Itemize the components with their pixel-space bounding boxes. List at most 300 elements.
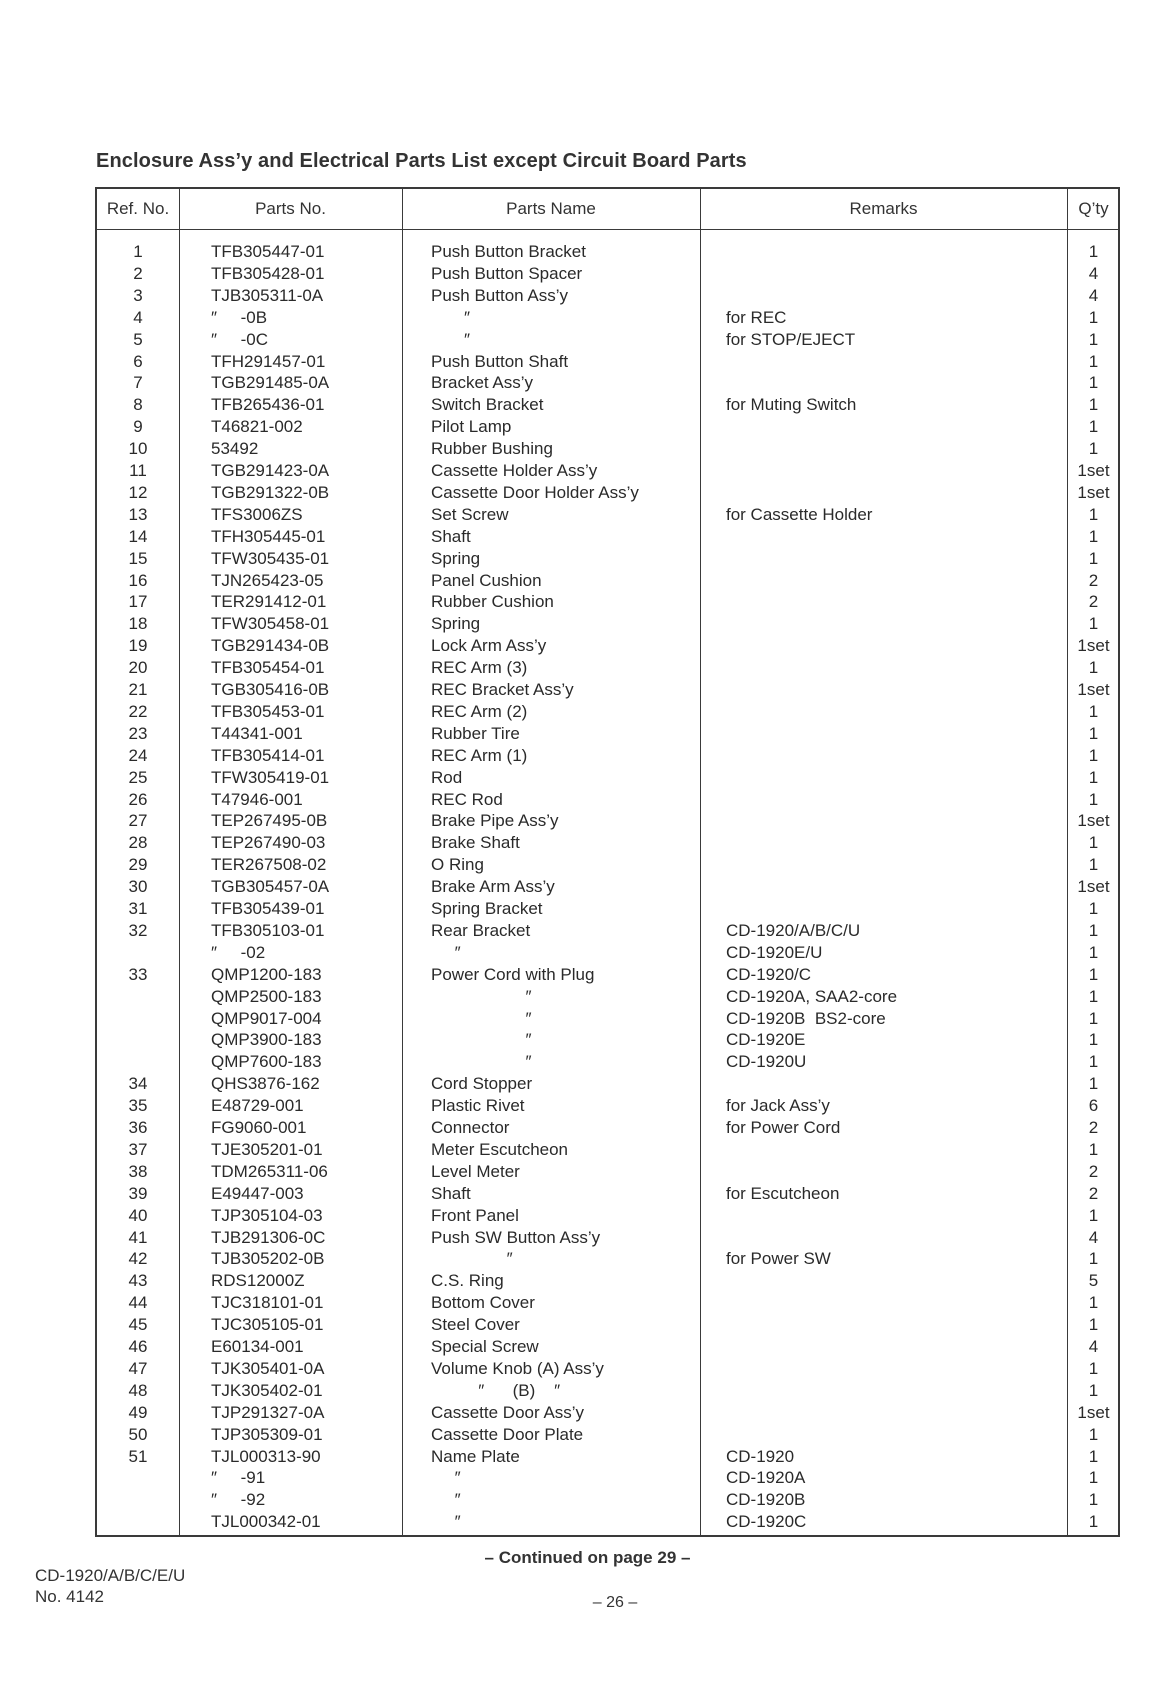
- qty-cell: 1: [1088, 920, 1099, 940]
- parts-no-cell: ″ -91: [211, 1468, 266, 1488]
- parts-no-cell: FG9060-001: [211, 1118, 307, 1137]
- remarks-cell: CD-1920B: [726, 1490, 806, 1510]
- ref-no-cell: 2: [133, 263, 143, 283]
- ref-no-cell: 3: [133, 285, 143, 305]
- ref-no-cell: 49: [128, 1402, 148, 1422]
- parts-no-cell: TFB305447-01: [211, 242, 325, 261]
- parts-name-cell: ″: [431, 1052, 532, 1072]
- parts-name-cell: Lock Arm Ass’y: [431, 636, 547, 656]
- qty-cell: 1set: [1077, 877, 1110, 897]
- qty-cell: 1: [1088, 439, 1099, 459]
- parts-no-cell: TJL000313-90: [211, 1446, 321, 1466]
- parts-name-cell: Push Button Ass’y: [431, 285, 569, 305]
- parts-no-cell: ″ -0C: [211, 329, 269, 349]
- remarks-cell: CD-1920A, SAA2-core: [726, 986, 898, 1006]
- table-row: [97, 679, 1118, 701]
- table-row: [97, 285, 1118, 307]
- qty-cell: 1set: [1077, 482, 1110, 502]
- parts-no-cell: T46821-002: [211, 417, 303, 437]
- parts-no-cell: QMP7600-183: [211, 1052, 322, 1072]
- qty-cell: 1: [1088, 767, 1099, 787]
- qty-cell: 1: [1088, 833, 1099, 853]
- table-row: [97, 394, 1118, 416]
- parts-name-cell: Power Cord with Plug: [431, 964, 595, 984]
- ref-no-cell: 51: [128, 1446, 148, 1466]
- parts-name-cell: Shaft: [431, 526, 471, 546]
- ref-no-cell: 40: [128, 1205, 148, 1225]
- table-row: [97, 1227, 1118, 1249]
- ref-no-cell: 15: [128, 548, 148, 568]
- table-row: [97, 1358, 1118, 1380]
- parts-no-cell: QMP2500-183: [211, 986, 322, 1006]
- qty-cell: 1: [1088, 986, 1099, 1006]
- parts-no-cell: QHS3876-162: [211, 1074, 320, 1094]
- table-row: [97, 1314, 1118, 1336]
- page-number: – 26 –: [592, 1594, 638, 1611]
- qty-cell: 1: [1088, 1358, 1099, 1378]
- parts-name-cell: Meter Escutcheon: [431, 1139, 569, 1159]
- ref-no-cell: 21: [128, 680, 148, 699]
- parts-name-cell: Spring: [431, 548, 481, 568]
- qty-cell: 1: [1088, 329, 1099, 349]
- ref-no-cell: 22: [128, 701, 148, 721]
- table-row: [97, 986, 1118, 1008]
- parts-no-cell: TFB305454-01: [211, 658, 325, 678]
- document-number: No. 4142: [35, 1587, 104, 1606]
- table-row: [97, 810, 1118, 832]
- ref-no-cell: 8: [133, 395, 143, 415]
- table-row: [97, 920, 1118, 942]
- qty-cell: 1: [1088, 899, 1099, 918]
- parts-name-cell: Push SW Button Ass’y: [431, 1227, 601, 1247]
- parts-no-cell: TJK305401-0A: [211, 1358, 325, 1378]
- table-row: [97, 701, 1118, 723]
- qty-cell: 1: [1088, 373, 1099, 393]
- header-parts-name: Parts Name: [506, 199, 596, 218]
- qty-cell: 1: [1088, 789, 1099, 809]
- qty-cell: 1: [1088, 1249, 1099, 1269]
- qty-cell: 1set: [1077, 680, 1110, 699]
- parts-name-cell: Front Panel: [431, 1205, 519, 1225]
- table-row: [97, 460, 1118, 482]
- qty-cell: 1: [1088, 1074, 1099, 1094]
- parts-name-cell: Push Button Bracket: [431, 242, 586, 261]
- qty-cell: 1: [1088, 1008, 1099, 1028]
- qty-cell: 1: [1088, 1205, 1099, 1225]
- qty-cell: 1: [1088, 526, 1099, 546]
- parts-no-cell: RDS12000Z: [211, 1271, 305, 1291]
- ref-no-cell: 44: [128, 1293, 148, 1313]
- parts-no-cell: 53492: [211, 439, 259, 459]
- parts-name-cell: Volume Knob (A) Ass’y: [431, 1358, 604, 1378]
- parts-no-cell: TDM265311-06: [211, 1161, 328, 1181]
- parts-name-cell: Plastic Rivet: [431, 1096, 525, 1116]
- parts-name-cell: Push Button Shaft: [431, 351, 569, 371]
- parts-name-cell: Name Plate: [431, 1446, 520, 1466]
- table-row: [97, 1380, 1118, 1402]
- parts-name-cell: Pilot Lamp: [431, 417, 512, 437]
- table-row: [97, 1008, 1118, 1030]
- parts-name-cell: Bracket Ass’y: [431, 373, 534, 393]
- qty-cell: 1: [1088, 701, 1099, 721]
- qty-cell: 4: [1088, 263, 1099, 283]
- parts-name-cell: ″ (B) ″: [431, 1380, 561, 1400]
- table-row: [97, 898, 1118, 920]
- table-body: [97, 229, 1118, 1535]
- table-row: [97, 1051, 1118, 1073]
- parts-table: [95, 187, 1120, 1537]
- parts-name-cell: Switch Bracket: [431, 395, 544, 415]
- remarks-cell: CD-1920: [726, 1446, 795, 1466]
- parts-name-cell: Special Screw: [431, 1337, 539, 1356]
- parts-name-cell: Cassette Door Holder Ass’y: [431, 482, 639, 502]
- parts-name-cell: C.S. Ring: [431, 1271, 504, 1291]
- parts-name-cell: Spring: [431, 614, 481, 634]
- table-row: [97, 723, 1118, 745]
- qty-cell: 1: [1088, 855, 1099, 875]
- qty-cell: 1: [1088, 1446, 1099, 1466]
- qty-cell: 2: [1088, 1183, 1099, 1203]
- table-row: [97, 416, 1118, 438]
- parts-name-cell: Push Button Spacer: [431, 263, 583, 283]
- parts-no-cell: E60134-001: [211, 1337, 304, 1356]
- parts-no-cell: TJC305105-01: [211, 1315, 324, 1335]
- ref-no-cell: 45: [128, 1315, 148, 1335]
- table-row: [97, 1029, 1118, 1051]
- ref-no-cell: 39: [128, 1183, 148, 1203]
- ref-no-cell: 32: [128, 920, 148, 940]
- table-row: [97, 438, 1118, 460]
- qty-cell: 1: [1088, 1512, 1099, 1532]
- qty-cell: 4: [1088, 285, 1099, 305]
- parts-name-cell: ″: [431, 1249, 513, 1269]
- ref-no-cell: 42: [128, 1249, 148, 1269]
- qty-cell: 1set: [1077, 1402, 1110, 1422]
- qty-cell: 1: [1088, 1030, 1099, 1050]
- qty-cell: 2: [1088, 1118, 1099, 1137]
- parts-name-cell: Cassette Door Plate: [431, 1424, 584, 1444]
- parts-name-cell: Brake Arm Ass’y: [431, 877, 555, 897]
- parts-name-cell: ″: [431, 307, 471, 327]
- parts-no-cell: TFW305419-01: [211, 767, 330, 787]
- qty-cell: 1set: [1077, 636, 1110, 656]
- ref-no-cell: 9: [133, 417, 143, 437]
- qty-cell: 6: [1088, 1096, 1099, 1116]
- parts-no-cell: QMP3900-183: [211, 1030, 322, 1050]
- qty-cell: 1: [1088, 307, 1099, 327]
- ref-no-cell: 41: [128, 1227, 148, 1247]
- parts-no-cell: TJE305201-01: [211, 1139, 323, 1159]
- remarks-cell: CD-1920/C: [726, 964, 812, 984]
- parts-name-cell: Bottom Cover: [431, 1293, 535, 1313]
- parts-no-cell: TJC318101-01: [211, 1293, 324, 1313]
- qty-cell: 1: [1088, 1490, 1099, 1510]
- ref-no-cell: 18: [128, 614, 148, 634]
- header-ref-no: Ref. No.: [106, 199, 170, 218]
- table-row: [97, 832, 1118, 854]
- ref-no-cell: 20: [128, 658, 148, 678]
- parts-no-cell: ″ -02: [211, 942, 266, 962]
- parts-name-cell: Spring Bracket: [431, 899, 543, 918]
- table-row: [97, 1117, 1118, 1139]
- model-number: CD-1920/A/B/C/E/U: [35, 1566, 186, 1585]
- ref-no-cell: 1: [133, 242, 143, 261]
- qty-cell: 1: [1088, 964, 1099, 984]
- remarks-cell: CD-1920/A/B/C/U: [726, 920, 861, 940]
- parts-no-cell: T44341-001: [211, 723, 303, 743]
- table-row: [97, 745, 1118, 767]
- ref-no-cell: 38: [128, 1161, 148, 1181]
- continued-note: – Continued on page 29 –: [484, 1548, 691, 1567]
- parts-name-cell: ″: [431, 1030, 532, 1050]
- parts-no-cell: TGB291322-0B: [211, 482, 330, 502]
- table-row: [97, 263, 1118, 285]
- parts-no-cell: TGB305416-0B: [211, 680, 330, 699]
- table-row: [97, 1183, 1118, 1205]
- remarks-cell: for Power Cord: [726, 1118, 841, 1137]
- parts-name-cell: Rod: [431, 767, 463, 787]
- qty-cell: 1: [1088, 395, 1099, 415]
- table-row: [97, 876, 1118, 898]
- qty-cell: 1: [1088, 242, 1099, 261]
- table-row: [97, 548, 1118, 570]
- qty-cell: 1: [1088, 1139, 1099, 1159]
- parts-name-cell: Panel Cushion: [431, 570, 542, 590]
- parts-name-cell: REC Bracket Ass’y: [431, 680, 574, 699]
- ref-no-cell: 29: [128, 855, 148, 875]
- parts-no-cell: TJK305402-01: [211, 1380, 323, 1400]
- parts-name-cell: Rubber Tire: [431, 723, 520, 743]
- ref-no-cell: 28: [128, 833, 148, 853]
- table-row: [97, 307, 1118, 329]
- remarks-cell: for Muting Switch: [726, 395, 857, 415]
- parts-no-cell: TGB291434-0B: [211, 636, 330, 656]
- table-row: [97, 241, 1118, 263]
- qty-cell: 1: [1088, 658, 1099, 678]
- qty-cell: 1: [1088, 745, 1099, 765]
- parts-no-cell: TJB291306-0C: [211, 1227, 326, 1247]
- header-remarks: Remarks: [849, 199, 918, 218]
- ref-no-cell: 12: [128, 482, 148, 502]
- parts-name-cell: ″: [431, 329, 471, 349]
- parts-no-cell: TJP305309-01: [211, 1424, 323, 1444]
- parts-name-cell: Rubber Cushion: [431, 592, 554, 612]
- table-row: [97, 1511, 1118, 1533]
- ref-no-cell: 26: [128, 789, 148, 809]
- table-row: [97, 329, 1118, 351]
- remarks-cell: for Escutcheon: [726, 1183, 840, 1203]
- table-row: [97, 591, 1118, 613]
- parts-no-cell: TFW305458-01: [211, 614, 330, 634]
- qty-cell: 1: [1088, 1380, 1099, 1400]
- qty-cell: 4: [1088, 1337, 1099, 1356]
- ref-no-cell: 37: [128, 1139, 148, 1159]
- ref-no-cell: 7: [133, 373, 143, 393]
- ref-no-cell: 6: [133, 351, 143, 371]
- table-row: [97, 1424, 1118, 1446]
- ref-no-cell: 46: [128, 1337, 148, 1356]
- ref-no-cell: 25: [128, 767, 148, 787]
- table-row: [97, 482, 1118, 504]
- remarks-cell: for Jack Ass’y: [726, 1096, 830, 1116]
- ref-no-cell: 24: [128, 745, 148, 765]
- parts-name-cell: REC Arm (1): [431, 745, 528, 765]
- table-row: [97, 1467, 1118, 1489]
- ref-no-cell: 31: [128, 899, 148, 918]
- parts-name-cell: ″: [431, 1468, 461, 1488]
- parts-no-cell: TJB305202-0B: [211, 1249, 325, 1269]
- parts-no-cell: TJP291327-0A: [211, 1402, 325, 1422]
- parts-no-cell: TFH305445-01: [211, 526, 326, 546]
- parts-name-cell: ″: [431, 1512, 461, 1532]
- parts-no-cell: QMP9017-004: [211, 1008, 322, 1028]
- page-title: Enclosure Ass’y and Electrical Parts List except Circuit Board Parts: [96, 150, 747, 172]
- parts-name-cell: Rubber Bushing: [431, 439, 553, 459]
- ref-no-cell: 19: [128, 636, 148, 656]
- table-row: [97, 635, 1118, 657]
- parts-no-cell: TJB305311-0A: [211, 285, 324, 305]
- remarks-cell: CD-1920C: [726, 1512, 807, 1532]
- parts-no-cell: TJN265423-05: [211, 570, 324, 590]
- parts-no-cell: TEP267495-0B: [211, 811, 328, 831]
- parts-name-cell: O Ring: [431, 855, 484, 875]
- parts-no-cell: TJL000342-01: [211, 1512, 321, 1532]
- parts-name-cell: Cassette Holder Ass’y: [431, 461, 598, 480]
- table-row: [97, 964, 1118, 986]
- parts-no-cell: TGB305457-0A: [211, 877, 330, 897]
- parts-no-cell: TGB291423-0A: [211, 461, 330, 480]
- ref-no-cell: 34: [128, 1074, 148, 1094]
- header-qty: Q’ty: [1078, 199, 1109, 218]
- parts-name-cell: REC Arm (3): [431, 658, 528, 678]
- parts-no-cell: TFB305414-01: [211, 745, 325, 765]
- ref-no-cell: 35: [128, 1096, 148, 1116]
- table-row: [97, 1161, 1118, 1183]
- parts-no-cell: QMP1200-183: [211, 964, 322, 984]
- table-row: [97, 657, 1118, 679]
- parts-no-cell: TER267508-02: [211, 855, 327, 875]
- parts-no-cell: TFW305435-01: [211, 548, 330, 568]
- qty-cell: 1: [1088, 417, 1099, 437]
- table-row: [97, 504, 1118, 526]
- parts-name-cell: Shaft: [431, 1183, 471, 1203]
- qty-cell: 1: [1088, 1293, 1099, 1313]
- parts-name-cell: Rear Bracket: [431, 920, 531, 940]
- ref-no-cell: 47: [128, 1358, 148, 1378]
- parts-name-cell: ″: [431, 1008, 532, 1028]
- parts-name-cell: Steel Cover: [431, 1315, 520, 1335]
- table-row: [97, 351, 1118, 373]
- remarks-cell: CD-1920U: [726, 1052, 807, 1072]
- parts-name-cell: ″: [431, 1490, 461, 1510]
- parts-name-cell: REC Rod: [431, 789, 503, 809]
- header-parts-no: Parts No.: [255, 199, 326, 218]
- ref-no-cell: 27: [128, 811, 148, 831]
- qty-cell: 1: [1088, 723, 1099, 743]
- parts-no-cell: ″ -0B: [211, 307, 268, 327]
- table-row: [97, 1095, 1118, 1117]
- parts-no-cell: TJP305104-03: [211, 1205, 323, 1225]
- table-row: [97, 767, 1118, 789]
- remarks-cell: for STOP/EJECT: [726, 329, 856, 349]
- qty-cell: 2: [1088, 1161, 1099, 1181]
- table-row: [97, 1073, 1118, 1095]
- remarks-cell: for Cassette Holder: [726, 504, 873, 524]
- ref-no-cell: 14: [128, 526, 148, 546]
- parts-name-cell: ″: [431, 942, 461, 962]
- table-row: [97, 1139, 1118, 1161]
- parts-no-cell: TGB291485-0A: [211, 373, 330, 393]
- parts-no-cell: ″ -92: [211, 1490, 266, 1510]
- parts-no-cell: TER291412-01: [211, 592, 327, 612]
- parts-no-cell: TFB305103-01: [211, 920, 325, 940]
- parts-name-cell: Connector: [431, 1118, 510, 1137]
- table-row: [97, 1292, 1118, 1314]
- parts-no-cell: TFS3006ZS: [211, 504, 303, 524]
- ref-no-cell: 43: [128, 1271, 148, 1291]
- remarks-cell: CD-1920E: [726, 1030, 806, 1050]
- table-row: [97, 854, 1118, 876]
- table-row: [97, 1270, 1118, 1292]
- parts-name-cell: Brake Shaft: [431, 833, 520, 853]
- qty-cell: 2: [1088, 570, 1099, 590]
- parts-no-cell: E49447-003: [211, 1183, 304, 1203]
- ref-no-cell: 33: [128, 964, 148, 984]
- parts-name-cell: Brake Pipe Ass’y: [431, 811, 559, 831]
- qty-cell: 1: [1088, 548, 1099, 568]
- ref-no-cell: 4: [133, 307, 143, 327]
- parts-name-cell: Cord Stopper: [431, 1074, 533, 1094]
- table-row: [97, 942, 1118, 964]
- qty-cell: 1set: [1077, 811, 1110, 831]
- ref-no-cell: 16: [128, 570, 148, 590]
- parts-no-cell: TFB305439-01: [211, 899, 325, 918]
- qty-cell: 1: [1088, 1315, 1099, 1335]
- table-row: [97, 1205, 1118, 1227]
- qty-cell: 1: [1088, 504, 1099, 524]
- table-row: [97, 1402, 1118, 1424]
- ref-no-cell: 23: [128, 723, 148, 743]
- parts-no-cell: TFB265436-01: [211, 395, 325, 415]
- remarks-cell: CD-1920B BS2-core: [726, 1008, 886, 1028]
- ref-no-cell: 50: [128, 1424, 148, 1444]
- table-row: [97, 570, 1118, 592]
- remarks-cell: CD-1920E/U: [726, 942, 823, 962]
- parts-name-cell: Level Meter: [431, 1161, 520, 1181]
- qty-cell: 1: [1088, 351, 1099, 371]
- table-row: [97, 1336, 1118, 1358]
- remarks-cell: CD-1920A: [726, 1468, 806, 1488]
- qty-cell: 1: [1088, 1424, 1099, 1444]
- qty-cell: 2: [1088, 592, 1099, 612]
- qty-cell: 1: [1088, 942, 1099, 962]
- qty-cell: 4: [1088, 1227, 1099, 1247]
- parts-no-cell: TFB305453-01: [211, 701, 325, 721]
- ref-no-cell: 30: [128, 877, 148, 897]
- ref-no-cell: 13: [128, 504, 148, 524]
- parts-name-cell: Set Screw: [431, 504, 509, 524]
- parts-no-cell: TEP267490-03: [211, 833, 326, 853]
- table-row: [97, 526, 1118, 548]
- parts-no-cell: TFB305428-01: [211, 263, 325, 283]
- parts-no-cell: E48729-001: [211, 1096, 304, 1116]
- qty-cell: 1set: [1077, 461, 1110, 480]
- remarks-cell: for REC: [726, 307, 787, 327]
- table-row: [97, 1489, 1118, 1511]
- table-row: [97, 372, 1118, 394]
- ref-no-cell: 17: [128, 592, 148, 612]
- ref-no-cell: 48: [128, 1380, 148, 1400]
